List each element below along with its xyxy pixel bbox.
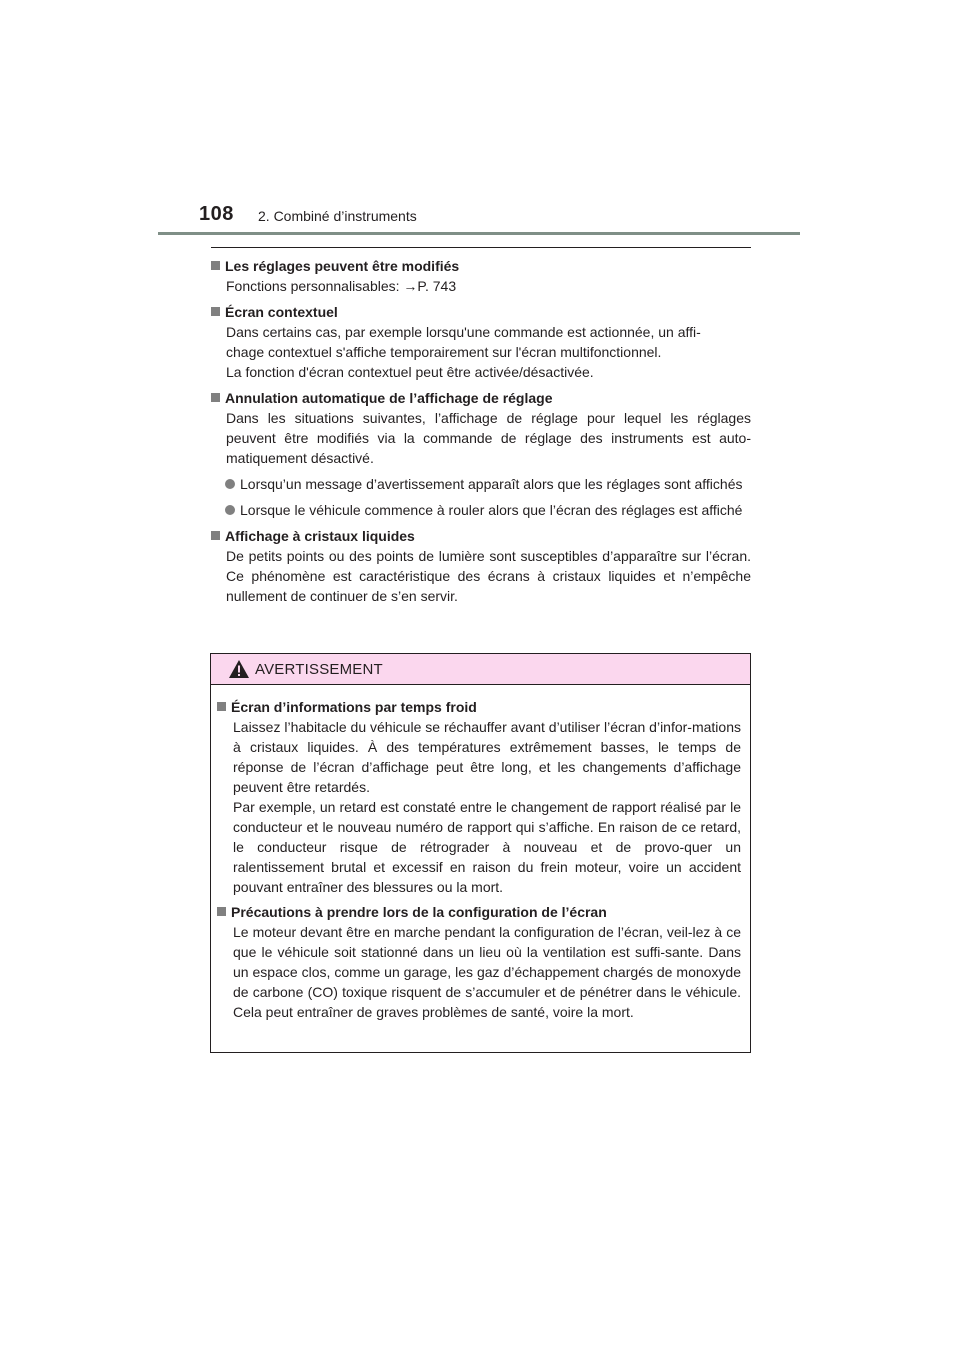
chapter-title: 2. Combiné d’instruments [258,208,417,224]
header-rule [158,232,800,235]
section-heading-text: Écran contextuel [225,304,338,320]
section-body: Dans les situations suivantes, l’affichage de réglage pour lequel les réglages peuvent être modifiés via la commande de réglage des instruments est auto-matiquement désactivé. [226,410,751,466]
section-heading [217,902,741,922]
section-body: De petits points ou des points de lumière sont susceptibles d’apparaître sur l’écran. Ce phénomène est caractéristique des écrans à cristaux liquides et n’empêche nullement de continuer de s’en servir. [226,548,751,604]
page-number: 108 [199,203,234,225]
warning-header [211,654,750,685]
square-bullet-icon [211,393,220,402]
round-bullet-icon [225,505,235,515]
top-rule [211,247,751,248]
section-body: Laissez l’habitacle du véhicule se réchauffer avant d’utiliser l’écran d’infor-mations à cristaux liquides. À des températures extrêmement basses, le temps de réponse de l’écran d’affichage peut être long, et les changements d’affichage peuvent être retardés. [233,719,741,795]
section-body: Par exemple, un retard est constaté entre le changement de rapport réalisé par le conducteur et le nouveau numéro de rapport qui s’affiche. En raison de ce retard, le conducteur risque de rétrograder à nouveau et de provo-quer un ralentissement brutal et excessif en raison du frein moteur, voire un accident pouvant entraîner des blessures ou la mort. [233,799,741,895]
square-bullet-icon [217,907,226,916]
body-line: Dans certains cas, par exemple lorsqu'une commande est actionnée, un affi- [226,324,701,340]
section-heading [211,302,751,322]
section-auto-cancel [211,388,751,520]
list-item [211,474,751,494]
body-line: chage contextuel s'affiche temporairement sur l'écran multifonctionnel. [226,344,662,360]
square-bullet-icon [211,531,220,540]
section-popup-display [211,302,751,382]
warning-box [210,653,751,1053]
warning-content [217,697,741,1027]
section-heading [217,697,741,717]
section-heading [211,526,751,546]
warning-section-cold [217,697,741,897]
square-bullet-icon [211,261,220,270]
section-heading-text: Précautions à prendre lors de la configuration de l’écran [231,904,607,920]
section-heading [211,388,751,408]
list-item-text: Lorsque le véhicule commence à rouler alors que l’écran des réglages est affiché [240,502,743,518]
round-bullet-icon [225,479,235,489]
list-item [211,500,751,520]
section-lcd [211,526,751,606]
section-heading-text: Annulation automatique de l’affichage de réglage [225,390,553,406]
body-line: La fonction d'écran contextuel peut être activée/désactivée. [226,364,594,380]
warning-label: AVERTISSEMENT [255,661,383,678]
square-bullet-icon [211,307,220,316]
main-content [211,256,751,612]
section-body [211,322,751,382]
section-heading [211,256,751,276]
warning-triangle-icon [228,659,250,679]
section-body: Le moteur devant être en marche pendant la configuration de l’écran, veil-lez à ce que le véhicule soit stationné dans un lieu où la ventilation est suffi-sante. Dans un espace clos, comme un garage, les gaz d’échappement chargés de monoxyde de carbone (CO) toxique risquent de s’accumuler et de pénétrer dans le véhicule. Cela peut entraîner de graves problèmes de santé, voire la mort. [233,924,741,1020]
section-heading-text: Affichage à cristaux liquides [225,528,415,544]
section-body: Fonctions personnalisables: →P. 743 [226,278,457,294]
section-heading-text: Les réglages peuvent être modifiés [225,258,460,274]
list-item-text: Lorsqu’un message d’avertissement apparaît alors que les réglages sont affichés [240,476,743,492]
section-settings-modifiable [211,256,751,296]
warning-section-setup [217,902,741,1022]
square-bullet-icon [217,702,226,711]
section-heading-text: Écran d’informations par temps froid [231,699,477,715]
